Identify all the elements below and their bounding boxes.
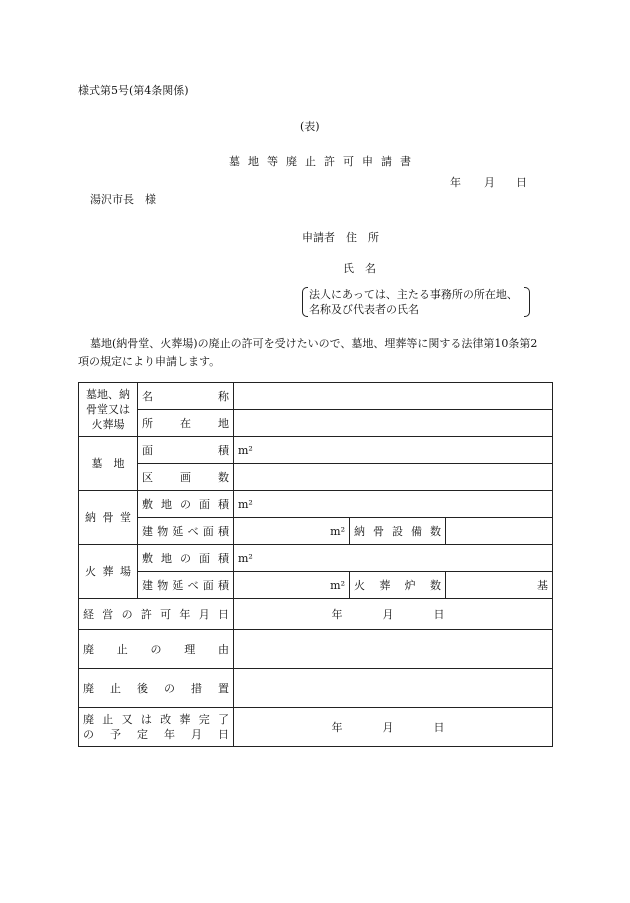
body-text-line-1: 墓地(納骨堂、火葬場)の廃止の許可を受けたいので、墓地、埋葬等に関する法律第10条第2 bbox=[90, 337, 538, 350]
page-title: 墓地等廃止許可申請書 bbox=[229, 155, 419, 168]
side-label: (表) bbox=[300, 120, 320, 133]
measures-field[interactable] bbox=[234, 669, 553, 708]
furnace-count-label: 火葬炉数 bbox=[350, 572, 446, 599]
name-field[interactable] bbox=[234, 383, 553, 410]
applicant-address-label: 住 所 bbox=[346, 231, 379, 244]
form-number: 様式第5号(第4条関係) bbox=[78, 84, 189, 97]
ossuary-floor-area-label: 建物延べ面積 bbox=[138, 518, 234, 545]
table-row bbox=[79, 572, 553, 599]
furnace-count-field[interactable]: 基 bbox=[446, 572, 553, 599]
ossuary-count-field[interactable] bbox=[446, 518, 553, 545]
table-row bbox=[79, 410, 553, 437]
ossuary-group-label: 納骨堂 bbox=[79, 491, 138, 545]
table-row bbox=[79, 599, 553, 630]
table-row bbox=[79, 669, 553, 708]
table-row bbox=[79, 630, 553, 669]
crematorium-site-area-label: 敷地の面積 bbox=[138, 545, 234, 572]
completion-date-label: 廃止又は改葬完了 の予定年月日 bbox=[79, 708, 234, 747]
reason-field[interactable] bbox=[234, 630, 553, 669]
date-month: 月 bbox=[484, 176, 495, 189]
addressee: 湯沢市長 様 bbox=[90, 193, 156, 206]
ossuary-site-area-field[interactable]: m² bbox=[234, 491, 553, 518]
crematorium-group-label: 火葬場 bbox=[79, 545, 138, 599]
date-day: 日 bbox=[516, 176, 527, 189]
table-row bbox=[79, 383, 553, 410]
measures-label: 廃止後の措置 bbox=[79, 669, 234, 708]
ossuary-count-label: 納骨設備数 bbox=[350, 518, 446, 545]
sections-field[interactable] bbox=[234, 464, 553, 491]
completion-date-field[interactable]: 年 月 日 bbox=[234, 708, 553, 747]
note-line-2: 名称及び代表者の氏名 bbox=[309, 303, 419, 316]
cemetery-group-label: 墓 地 bbox=[79, 437, 138, 491]
name-label: 名称 bbox=[138, 383, 234, 410]
crematorium-floor-area-field[interactable]: m² bbox=[234, 572, 350, 599]
ossuary-site-area-label: 敷地の面積 bbox=[138, 491, 234, 518]
note-bracket-left bbox=[302, 287, 308, 317]
permit-date-field[interactable]: 年 月 日 bbox=[234, 599, 553, 630]
area-field[interactable]: m² bbox=[234, 437, 553, 464]
location-field[interactable] bbox=[234, 410, 553, 437]
date-year: 年 bbox=[450, 176, 461, 189]
applicant-label: 申請者 bbox=[302, 231, 335, 244]
crematorium-floor-area-label: 建物延べ面積 bbox=[138, 572, 234, 599]
table-row bbox=[79, 518, 553, 545]
table-row bbox=[79, 464, 553, 491]
body-text-line-2: 項の規定により申請します。 bbox=[78, 355, 221, 368]
facility-group-label: 墓地、納 骨堂又は 火葬場 bbox=[79, 383, 138, 437]
ossuary-floor-area-field[interactable]: m² bbox=[234, 518, 350, 545]
table-row bbox=[79, 708, 553, 747]
permit-date-label: 経営の許可年月日 bbox=[79, 599, 234, 630]
sections-label: 区画数 bbox=[138, 464, 234, 491]
note-line-1: 法人にあっては、主たる事務所の所在地、 bbox=[309, 288, 518, 301]
location-label: 所在地 bbox=[138, 410, 234, 437]
application-table bbox=[78, 382, 553, 747]
table-row bbox=[79, 437, 553, 464]
table-row bbox=[79, 545, 553, 572]
applicant-name-label: 氏 名 bbox=[343, 262, 376, 275]
note-bracket-right bbox=[524, 287, 530, 317]
table-row bbox=[79, 491, 553, 518]
area-label: 面積 bbox=[138, 437, 234, 464]
reason-label: 廃止の理由 bbox=[79, 630, 234, 669]
crematorium-site-area-field[interactable]: m² bbox=[234, 545, 553, 572]
